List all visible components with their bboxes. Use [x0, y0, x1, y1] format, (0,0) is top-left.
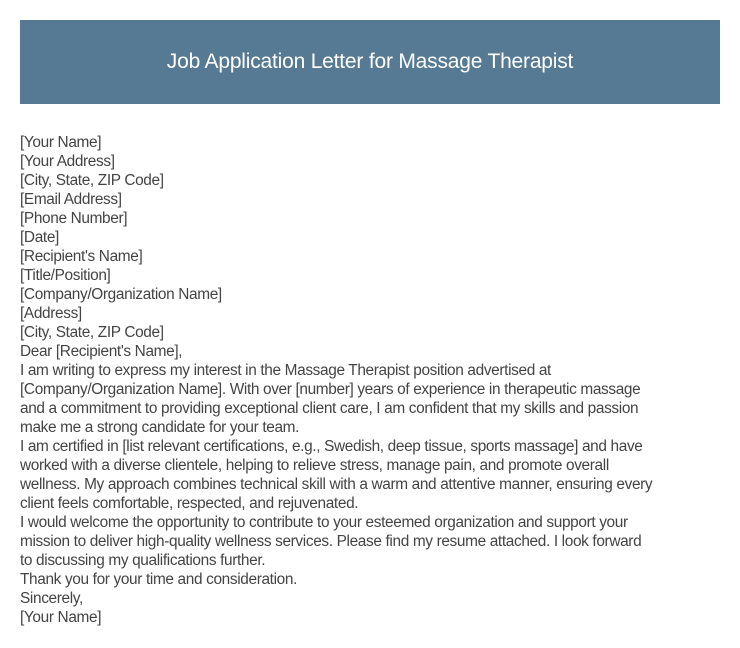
letter-line: [Address] — [20, 305, 82, 322]
letter-line: [Your Address] — [20, 153, 115, 170]
letter-line: Thank you for your time and consideration. — [20, 571, 298, 588]
letter-body — [20, 133, 730, 627]
letter-line: client feels comfortable, respected, and rejuvenated. — [20, 495, 359, 512]
letter-line: Dear [Recipient's Name], — [20, 343, 183, 360]
letter-line: [Phone Number] — [20, 210, 128, 227]
letter-line: [Company/Organization Name] — [20, 286, 222, 303]
letter-line: I would welcome the opportunity to contribute to your esteemed organization and support your — [20, 514, 628, 531]
letter-line: [Your Name] — [20, 609, 102, 626]
letter-line: worked with a diverse clientele, helping to relieve stress, manage pain, and promote overall — [20, 457, 609, 474]
letter-line: [Your Name] — [20, 134, 102, 151]
letter-line: [Email Address] — [20, 191, 122, 208]
letter-line: make me a strong candidate for your team. — [20, 419, 300, 436]
letter-line: [Recipient's Name] — [20, 248, 143, 265]
letter-line: to discussing my qualifications further. — [20, 552, 266, 569]
letter-line: I am certified in [list relevant certifications, e.g., Swedish, deep tissue, sports massage] and have — [20, 438, 643, 455]
title-banner — [20, 20, 720, 104]
letter-line: Sincerely, — [20, 590, 83, 607]
letter-line: [Title/Position] — [20, 267, 111, 284]
letter-line: [City, State, ZIP Code] — [20, 172, 164, 189]
page-title: Job Application Letter for Massage Therapist — [166, 50, 574, 73]
letter-line: [Date] — [20, 229, 59, 246]
letter-line: [Company/Organization Name]. With over [number] years of experience in therapeutic massage — [20, 381, 641, 398]
letter-line: I am writing to express my interest in the Massage Therapist position advertised at — [20, 362, 551, 379]
letter-line: wellness. My approach combines technical skill with a warm and attentive manner, ensuring every — [20, 476, 653, 493]
letter-line: and a commitment to providing exceptional client care, I am confident that my skills and passion — [20, 400, 639, 417]
letter-line: mission to deliver high-quality wellness services. Please find my resume attached. I look forward — [20, 533, 642, 550]
letter-line: [City, State, ZIP Code] — [20, 324, 164, 341]
